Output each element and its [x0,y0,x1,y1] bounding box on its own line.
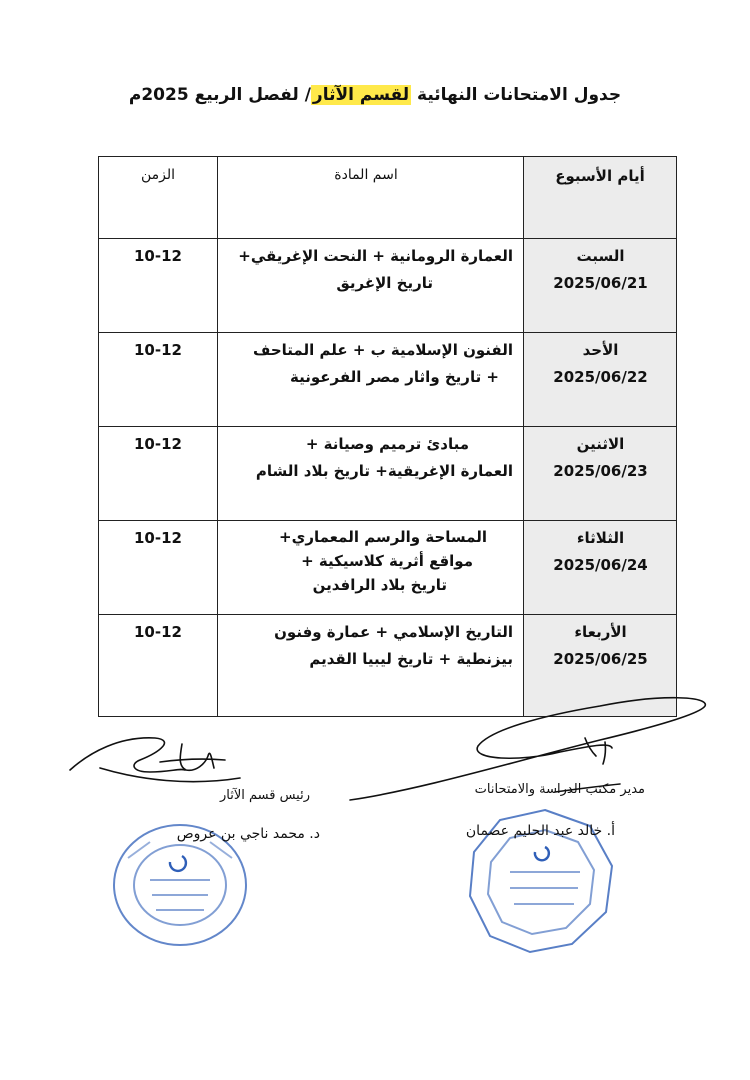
header-day: أيام الأسبوع [524,157,677,239]
signatory-right-name: أ. خالد عبد الحليم عصمان [465,823,615,839]
signature-left [70,738,240,782]
signatory-left-title: رئيس قسم الآثار [219,788,310,803]
subject-line: العمارة الرومانية + النحت الإغريقي+ [238,247,513,265]
title-highlight: لقسم الآثار [312,85,410,105]
day-name: الأربعاء [574,623,627,641]
header-time: الزمن [99,157,218,239]
signatory-left-name: د. محمد ناجي بن عروص [176,826,320,842]
subject-line: مواقع أثرية كلاسيكية + [301,552,473,570]
time-cell: 10-12 [99,427,218,521]
day-date: 2025/06/23 [553,462,648,480]
time-cell: 10-12 [99,615,218,717]
subject-line: + تاريخ واثار مصر الفرعونية [290,368,499,386]
day-name: الاثنين [576,435,625,453]
subject-line: العمارة الإغريقية+ تاريخ بلاد الشام [255,462,513,480]
day-date: 2025/06/21 [553,274,648,292]
stamp-left [114,825,246,945]
day-name: الثلاثاء [576,529,625,547]
subject-line: تاريخ بلاد الرافدين [312,576,447,594]
time-cell: 10-12 [99,521,218,615]
subject-line: مبادئ ترميم وصيانة + [305,435,469,453]
subject-line: تاريخ الإغريق [336,274,433,292]
day-date: 2025/06/22 [553,368,648,386]
day-name: الأحد [582,341,619,359]
day-date: 2025/06/24 [553,556,648,574]
subject-line: بيزنطية + تاريخ ليبيا القديم [309,650,513,668]
day-date: 2025/06/25 [553,650,648,668]
day-name: السبت [576,247,625,265]
time-cell: 10-12 [99,239,218,333]
signatory-right-title: مدير مكتب الدراسة والامتحانات [474,782,645,797]
title-prefix: جدول الامتحانات النهائية [417,85,622,105]
subject-line: الفنون الإسلامية ب + علم المتاحف [252,341,513,359]
title-suffix: / لفصل الربيع 2025م [128,85,311,105]
subject-line: المساحة والرسم المعماري+ [279,528,487,546]
header-subject: اسم المادة [218,157,524,239]
time-cell: 10-12 [99,333,218,427]
subject-line: التاريخ الإسلامي + عمارة وفنون [274,623,513,641]
